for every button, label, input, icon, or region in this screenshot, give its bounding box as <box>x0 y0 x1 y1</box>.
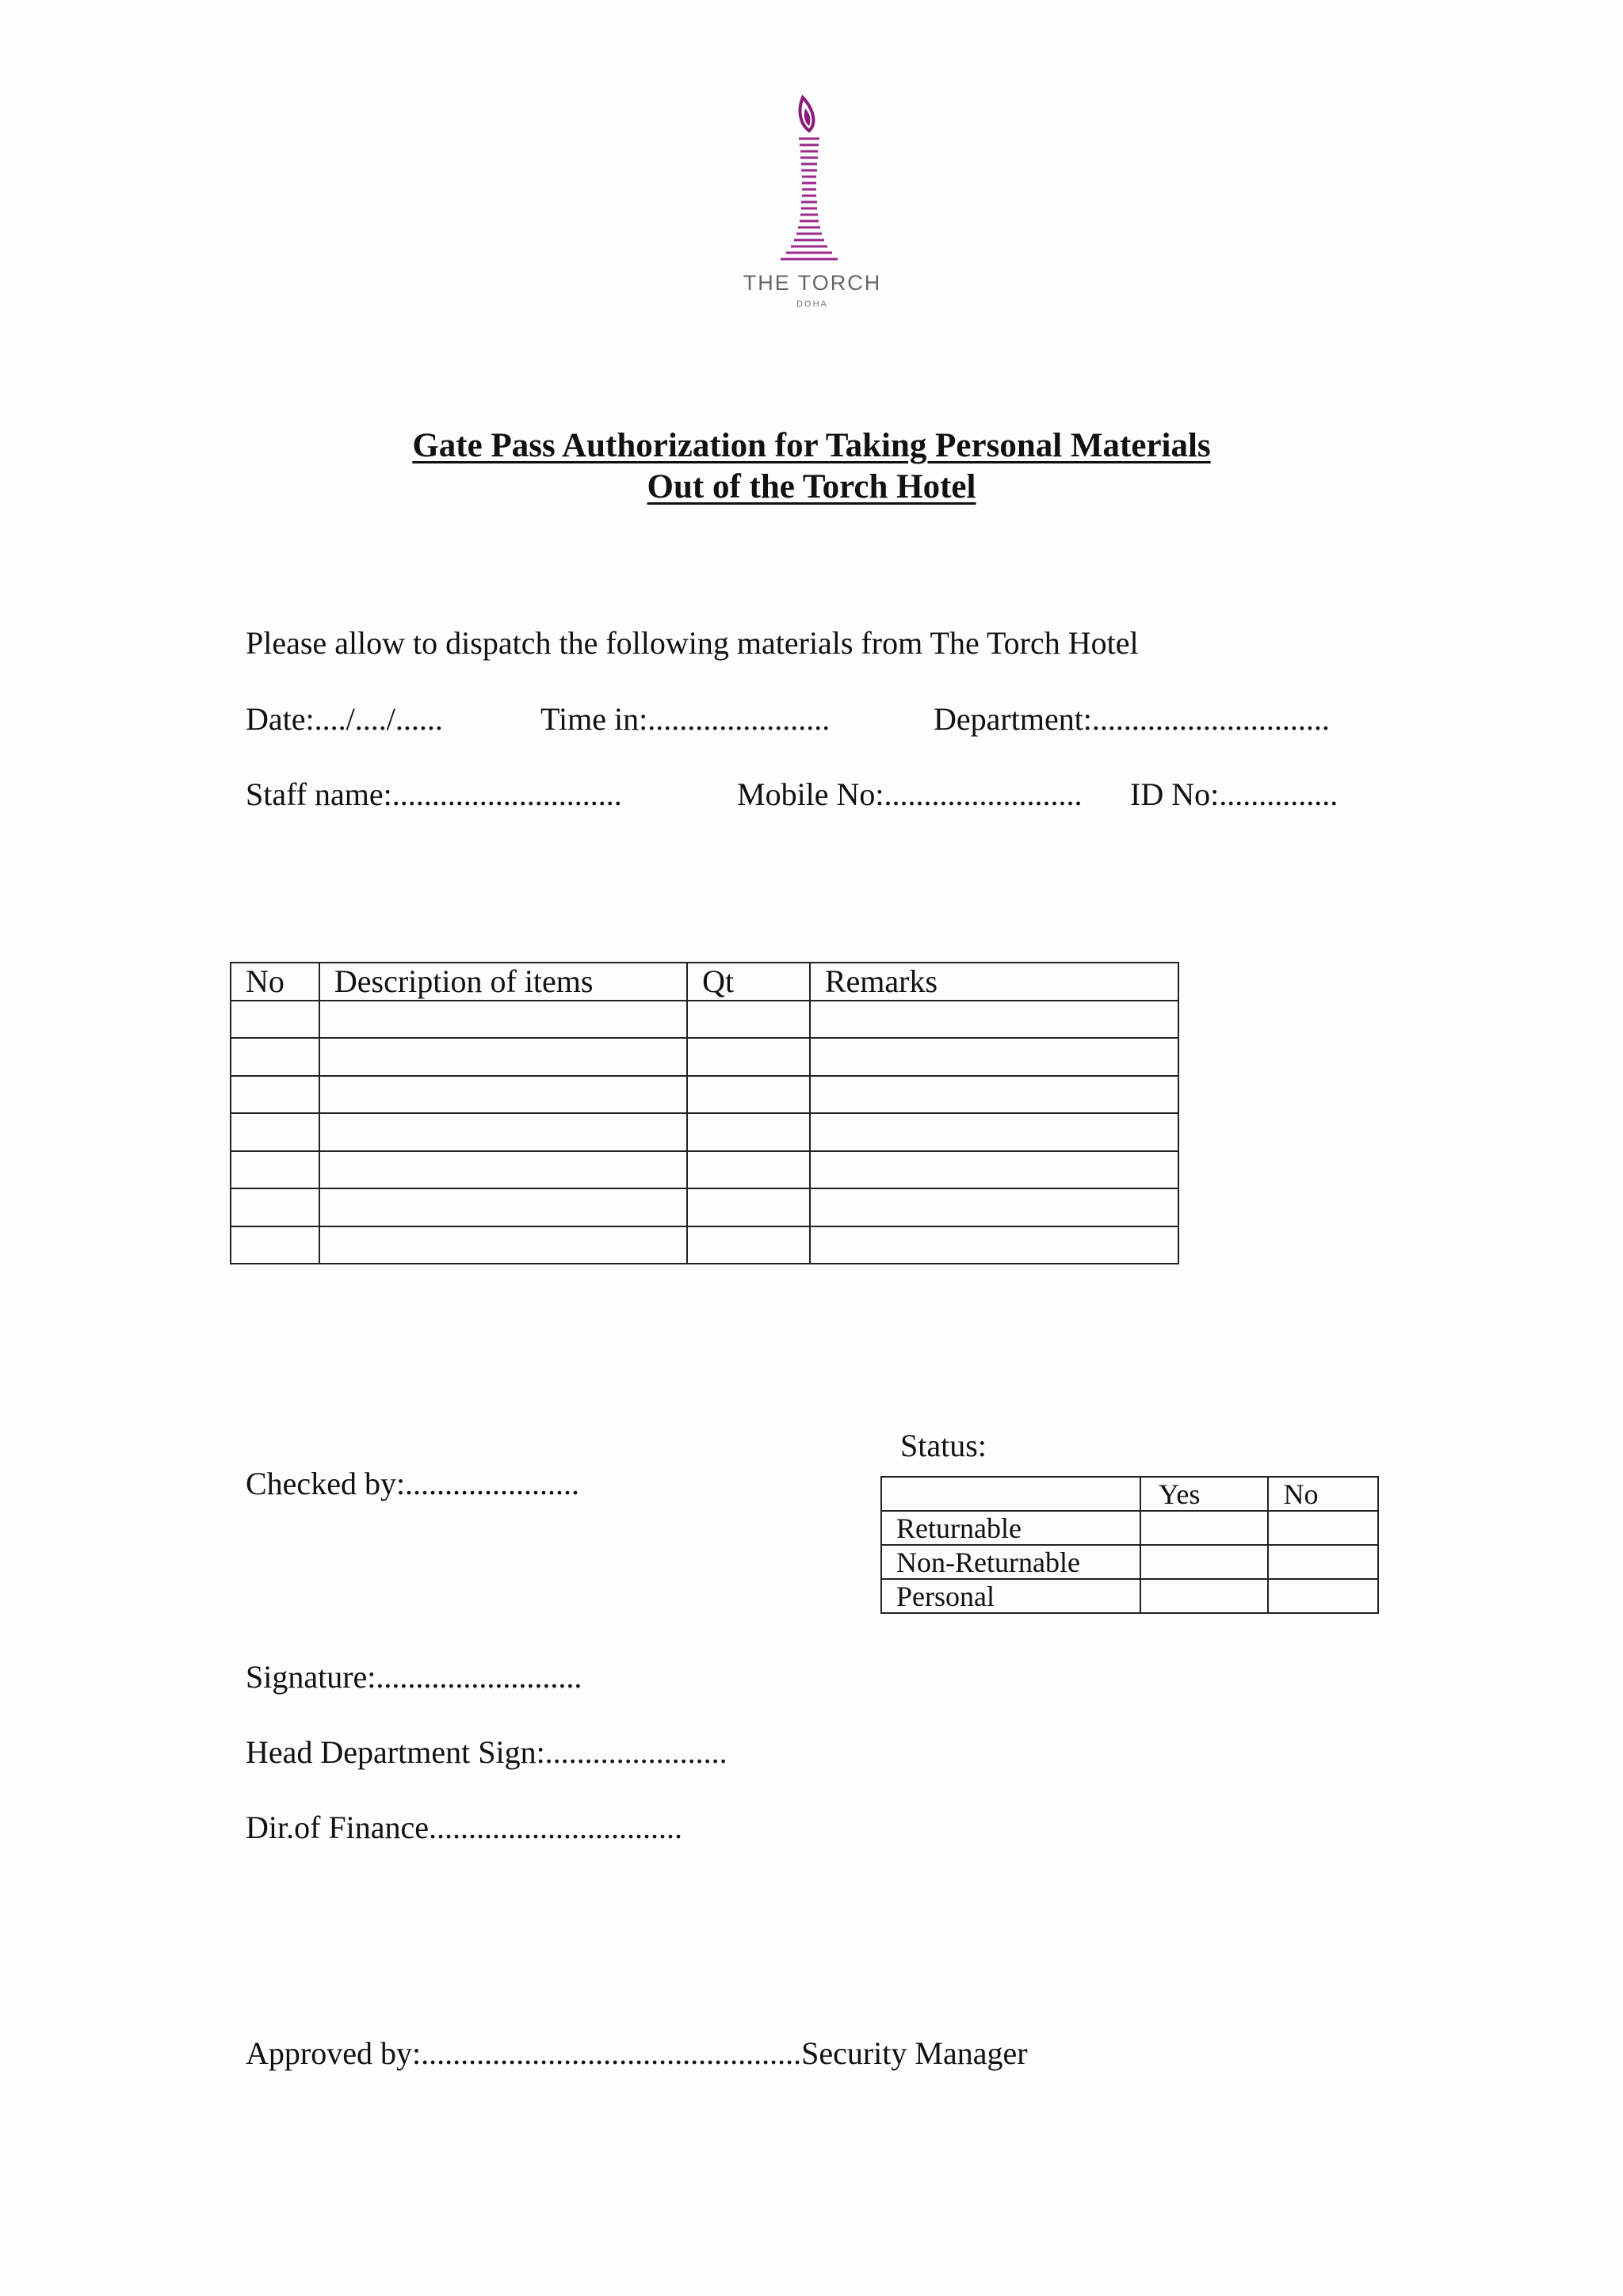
time-in-field[interactable]: Time in:....................... <box>540 701 831 737</box>
header-description: Description of items <box>319 963 687 1001</box>
cell-remarks[interactable] <box>810 1038 1178 1076</box>
cell-description[interactable] <box>319 1113 687 1151</box>
mobile-no-field[interactable]: Mobile No:......................... <box>737 776 1083 812</box>
cell-remarks[interactable] <box>810 1151 1178 1189</box>
items-table <box>230 962 1179 1264</box>
table-row <box>231 1076 1178 1114</box>
table-row <box>231 1188 1178 1226</box>
status-table <box>880 1476 1379 1614</box>
department-field[interactable]: Department:.............................. <box>934 701 1330 737</box>
table-row <box>231 1001 1178 1039</box>
head-department-sign-field[interactable]: Head Department Sign:....................... <box>246 1734 727 1770</box>
checked-by-field[interactable]: Checked by:...................... <box>246 1466 580 1501</box>
status-yes-checkbox[interactable] <box>1140 1579 1268 1613</box>
cell-no[interactable] <box>231 1188 319 1226</box>
table-row <box>231 1226 1178 1264</box>
table-row <box>231 1038 1178 1076</box>
cell-remarks[interactable] <box>810 1076 1178 1114</box>
header-remarks: Remarks <box>810 963 1178 1001</box>
form-title-line2: Out of the Torch Hotel <box>647 468 976 505</box>
logo-name: THE TORCH <box>743 271 882 295</box>
header-no: No <box>231 963 319 1001</box>
signature-field[interactable]: Signature:.......................... <box>246 1659 582 1695</box>
approved-by-field[interactable]: Approved by:................................................Security Manager <box>246 2035 1028 2071</box>
status-yes-checkbox[interactable] <box>1140 1545 1268 1579</box>
intro-text: Please allow to dispatch the following materials from The Torch Hotel <box>246 625 1139 661</box>
cell-qt[interactable] <box>687 1226 810 1264</box>
cell-no[interactable] <box>231 1113 319 1151</box>
cell-remarks[interactable] <box>810 1188 1178 1226</box>
torch-hotel-logo <box>737 91 888 317</box>
cell-qt[interactable] <box>687 1076 810 1114</box>
cell-remarks[interactable] <box>810 1113 1178 1151</box>
items-table-header <box>231 963 1178 1001</box>
dir-finance-field[interactable]: Dir.of Finance................................ <box>246 1810 683 1845</box>
status-row-label: Returnable <box>881 1511 1140 1545</box>
date-field[interactable]: Date:..../..../...... <box>246 701 443 737</box>
cell-qt[interactable] <box>687 1038 810 1076</box>
cell-description[interactable] <box>319 1151 687 1189</box>
cell-qt[interactable] <box>687 1188 810 1226</box>
status-label: Status: <box>900 1428 987 1463</box>
status-row-returnable <box>881 1511 1378 1545</box>
status-table-header <box>881 1477 1378 1511</box>
cell-description[interactable] <box>319 1001 687 1039</box>
cell-no[interactable] <box>231 1038 319 1076</box>
cell-description[interactable] <box>319 1076 687 1114</box>
cell-no[interactable] <box>231 1001 319 1039</box>
status-no-checkbox[interactable] <box>1268 1579 1378 1613</box>
header-qt: Qt <box>687 963 810 1001</box>
id-no-field[interactable]: ID No:............... <box>1130 776 1338 812</box>
cell-qt[interactable] <box>687 1113 810 1151</box>
cell-description[interactable] <box>319 1226 687 1264</box>
cell-remarks[interactable] <box>810 1001 1178 1039</box>
cell-remarks[interactable] <box>810 1226 1178 1264</box>
cell-no[interactable] <box>231 1151 319 1189</box>
status-row-label: Non-Returnable <box>881 1545 1140 1579</box>
cell-no[interactable] <box>231 1076 319 1114</box>
status-header-no: No <box>1268 1477 1378 1511</box>
status-row-label: Personal <box>881 1579 1140 1613</box>
cell-no[interactable] <box>231 1226 319 1264</box>
status-header-blank <box>881 1477 1140 1511</box>
status-yes-checkbox[interactable] <box>1140 1511 1268 1545</box>
staff-name-field[interactable]: Staff name:............................. <box>246 776 622 812</box>
cell-qt[interactable] <box>687 1001 810 1039</box>
form-title-line1: Gate Pass Authorization for Taking Personal Materials <box>412 427 1211 464</box>
torch-tower-icon <box>737 91 888 317</box>
logo-subname: DOHA <box>796 299 828 309</box>
cell-description[interactable] <box>319 1038 687 1076</box>
table-row <box>231 1151 1178 1189</box>
status-no-checkbox[interactable] <box>1268 1545 1378 1579</box>
table-row <box>231 1113 1178 1151</box>
status-row-personal <box>881 1579 1378 1613</box>
status-row-non-returnable <box>881 1545 1378 1579</box>
cell-description[interactable] <box>319 1188 687 1226</box>
status-no-checkbox[interactable] <box>1268 1511 1378 1545</box>
status-header-yes: Yes <box>1140 1477 1268 1511</box>
cell-qt[interactable] <box>687 1151 810 1189</box>
